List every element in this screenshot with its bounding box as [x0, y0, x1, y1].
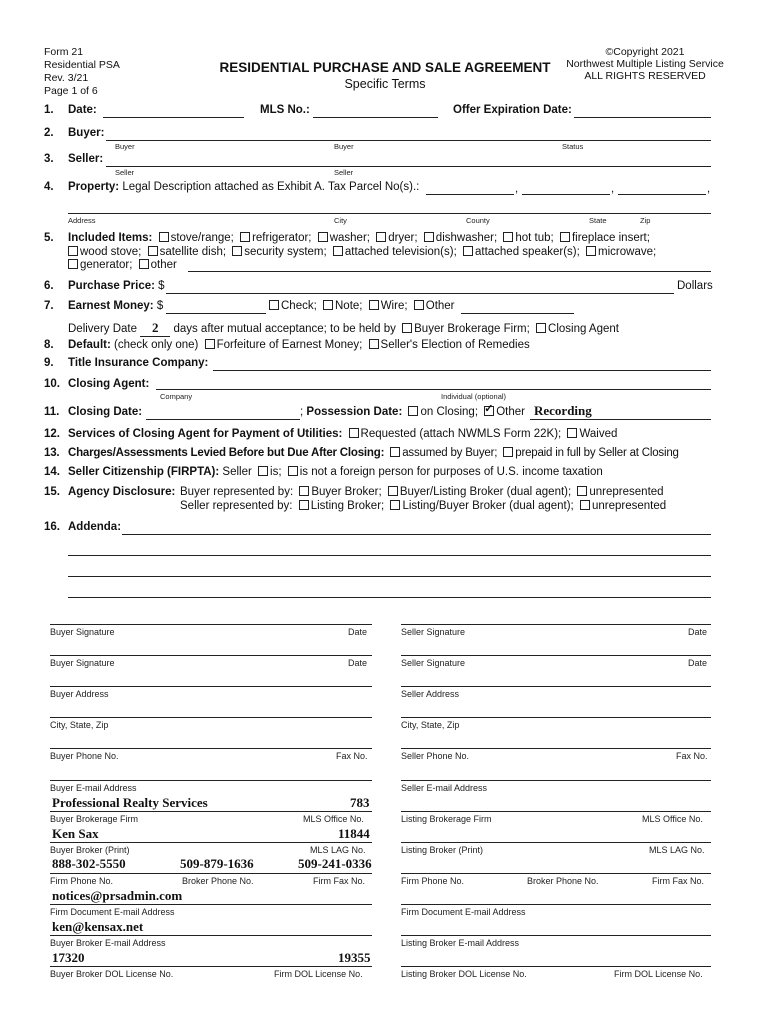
utilities-requested-checkbox[interactable] [349, 428, 359, 438]
firm-fax-value: 509-241-0336 [298, 856, 372, 871]
item-number: 14. [44, 466, 60, 478]
remedies-checkbox[interactable] [369, 339, 379, 349]
option-label: Buyer Brokerage Firm; [414, 323, 530, 335]
date-label: Date: [68, 104, 97, 116]
closing-agent-checkbox[interactable] [536, 323, 546, 333]
property-address-field[interactable] [68, 213, 711, 214]
buyer-signature-label: Buyer Signature [50, 627, 115, 637]
currency-symbol: $ [158, 280, 165, 292]
buyer-broker-label: Buyer Broker (Print) [50, 845, 130, 855]
included-items-label: Included Items: [68, 232, 153, 244]
option-label: Note; [335, 300, 363, 312]
seller-email-line[interactable] [401, 780, 711, 781]
comma: , [707, 183, 711, 195]
item-addenda-row [44, 521, 121, 533]
option-label: Other [425, 300, 455, 312]
buyer-broker-line[interactable] [50, 842, 372, 843]
item-charges-row [44, 447, 679, 459]
option-label: attached speaker(s); [474, 246, 580, 258]
seller-phone-line[interactable] [401, 748, 711, 749]
possession-options: ; Possession Date: on Closing; ✓ Other [300, 406, 525, 418]
buyer-signature-line[interactable] [50, 624, 372, 625]
firm-phone-label: Firm Phone No. [50, 876, 114, 886]
buyer-field[interactable] [106, 140, 711, 141]
microwave-checkbox[interactable] [586, 246, 596, 256]
option-label: Forfeiture of Earnest Money; [216, 339, 363, 351]
item-utilities-row [44, 428, 617, 440]
addenda-line[interactable] [68, 597, 711, 598]
option-label: Seller's Election of Remedies [380, 339, 530, 351]
item-date-row [44, 104, 97, 116]
date-label: Date [688, 627, 708, 637]
option-label: washer; [329, 232, 370, 244]
wire-checkbox[interactable] [369, 300, 379, 310]
buyer-firm-line[interactable] [50, 811, 372, 812]
seller-label: Seller: [68, 153, 104, 165]
wood-stove-checkbox[interactable] [68, 246, 78, 256]
note-checkbox[interactable] [323, 300, 333, 310]
form-revision: Rev. 3/21 [44, 72, 89, 84]
buyer-broker-value: Ken Sax [52, 826, 99, 841]
option-label: attached television(s); [344, 246, 457, 258]
page-number: Page 1 of 6 [44, 85, 98, 97]
buyer-firm-email-line[interactable] [50, 904, 372, 905]
item-number: 7. [44, 300, 54, 312]
offer-expiration-label: Offer Expiration Date: [453, 104, 572, 116]
forfeiture-checkbox[interactable] [205, 339, 215, 349]
assumed-by-buyer-checkbox[interactable] [390, 447, 400, 457]
seller-caption: Seller [115, 168, 135, 177]
form-id-block [44, 46, 120, 98]
charges-label: Charges/Assessments Levied Before but Due After Closing: [68, 447, 385, 459]
addenda-line[interactable] [68, 576, 711, 577]
listing-firm-email-line[interactable] [401, 904, 711, 905]
tax-parcel-field-2[interactable] [522, 194, 610, 195]
option-label: Requested (attach NWMLS Form 22K); [360, 428, 562, 440]
mls-office-label: MLS Office No. [642, 814, 703, 824]
mls-office-label: MLS Office No. [303, 814, 364, 824]
date-label: Date [348, 627, 368, 637]
buyer-dual-agent-checkbox[interactable] [388, 486, 398, 496]
listing-firm-line[interactable] [401, 811, 711, 812]
option-label: Other [496, 406, 525, 418]
date-label: Date [688, 658, 708, 668]
option-label: assumed by Buyer; [402, 447, 498, 459]
mls-lag-label: MLS LAG No. [310, 845, 366, 855]
firm-doc-email-label: Firm Document E-mail Address [50, 907, 175, 917]
hot-tub-checkbox[interactable] [503, 232, 513, 242]
option-label: Closing Agent [548, 323, 619, 335]
item-number: 8. [44, 339, 54, 351]
seller-signature-line[interactable] [401, 624, 711, 625]
item-number: 12. [44, 428, 60, 440]
buyer-broker-email-label: Buyer Broker E-mail Address [50, 938, 166, 948]
firm-email-value: notices@prsadmin.com [52, 888, 183, 903]
listing-broker-line[interactable] [401, 842, 711, 843]
buyer-address-line[interactable] [50, 686, 372, 687]
item-property-row [44, 181, 419, 193]
buyer-caption: Buyer [334, 142, 354, 151]
city-state-zip-label: City, State, Zip [50, 720, 109, 730]
buyer-dol-line[interactable] [50, 966, 372, 967]
refrigerator-checkbox[interactable] [240, 232, 250, 242]
other-method-field[interactable] [461, 313, 574, 314]
item-number: 6. [44, 280, 54, 292]
listing-broker-email-label: Listing Broker E-mail Address [401, 938, 520, 948]
seller-signature-line-2[interactable] [401, 655, 711, 656]
option-label: Check; [281, 300, 317, 312]
option-label: dryer; [388, 232, 418, 244]
closing-date-field[interactable] [146, 419, 300, 420]
item-number: 5. [44, 232, 54, 244]
seller-representation-row [180, 500, 666, 512]
stove-checkbox[interactable] [159, 232, 169, 242]
other-possession-value: Recording [534, 403, 592, 418]
closing-agent-label: Closing Agent: [68, 378, 150, 390]
county-caption: County [466, 216, 490, 225]
option-label: dishwasher; [435, 232, 498, 244]
option-label: Listing/Buyer Broker (dual agent); [402, 500, 574, 512]
default-text: (check only one) [114, 339, 199, 351]
option-label: fireplace insert; [571, 232, 650, 244]
buyer-email-label: Buyer E-mail Address [50, 783, 137, 793]
broker-email-value: ken@kensax.net [52, 919, 144, 934]
fax-label: Fax No. [336, 751, 368, 761]
is-not-foreign-checkbox[interactable] [288, 466, 298, 476]
form-title: RESIDENTIAL PURCHASE AND SALE AGREEMENT [219, 60, 551, 75]
item-number: 15. [44, 486, 60, 498]
addenda-line[interactable] [68, 555, 711, 556]
satellite-dish-checkbox[interactable] [148, 246, 158, 256]
mls-office-value: 783 [350, 795, 370, 810]
comma: , [515, 183, 519, 195]
mls-number-field[interactable] [313, 117, 438, 118]
seller-signature-label: Seller Signature [401, 627, 466, 637]
state-caption: State [589, 216, 607, 225]
company-caption: Company [160, 392, 193, 401]
buyer-phone-label: Buyer Phone No. [50, 751, 119, 761]
individual-caption: Individual (optional) [441, 392, 507, 401]
is-foreign-checkbox[interactable] [258, 466, 268, 476]
option-label: refrigerator; [252, 232, 312, 244]
dishwasher-checkbox[interactable] [424, 232, 434, 242]
buyer-firm-label: Buyer Brokerage Firm [50, 814, 139, 824]
status-caption: Status [562, 142, 584, 151]
item-closing-agent-row [44, 378, 149, 390]
other-checkbox[interactable] [139, 259, 149, 269]
closing-agent-field[interactable] [156, 389, 711, 390]
copyright-block [560, 46, 730, 82]
earnest-money-options [266, 300, 455, 312]
item-number: 10. [44, 378, 60, 390]
option-label: is; [270, 466, 282, 478]
item-number: 16. [44, 521, 60, 533]
buyer-email-line[interactable] [50, 780, 372, 781]
city-state-zip-label: City, State, Zip [401, 720, 460, 730]
form-subtitle: Specific Terms [344, 77, 426, 91]
buyer-unrepresented-checkbox[interactable] [577, 486, 587, 496]
option-label: microwave; [598, 246, 657, 258]
other-method-checkbox[interactable] [414, 300, 424, 310]
delivery-date-label: Delivery Date [68, 323, 138, 335]
option-label: wood stove; [80, 246, 142, 258]
property-label: Property: [68, 181, 120, 193]
date-label: Date [348, 658, 368, 668]
utilities-label: Services of Closing Agent for Payment of Utilities: [68, 428, 343, 440]
closing-date-label: Closing Date: [68, 406, 143, 418]
fireplace-insert-checkbox[interactable] [560, 232, 570, 242]
item-title-row [44, 357, 208, 369]
copyright-line: ALL RIGHTS RESERVED [584, 70, 706, 82]
option-label: other [150, 259, 177, 271]
television-checkbox[interactable] [333, 246, 343, 256]
possession-date-label: Possession Date: [306, 406, 403, 418]
dryer-checkbox[interactable] [376, 232, 386, 242]
property-text: Legal Description attached as Exhibit A. Tax Parcel No(s).: [122, 181, 420, 193]
option-label: unrepresented [591, 500, 667, 512]
item-included-row-3 [65, 259, 177, 271]
mls-lag-label: MLS LAG No. [649, 845, 705, 855]
firm-fax-label: Firm Fax No. [652, 876, 705, 886]
address-caption: Address [68, 216, 96, 225]
on-closing-checkbox[interactable] [408, 406, 418, 416]
buyer-label: Buyer: [68, 127, 105, 139]
item-earnest-row [44, 300, 163, 312]
firm-phone-label: Firm Phone No. [401, 876, 465, 886]
fax-label: Fax No. [676, 751, 708, 761]
listing-dol-line[interactable] [401, 966, 711, 967]
date-field[interactable] [103, 117, 244, 118]
listing-broker-checkbox[interactable] [299, 500, 309, 510]
currency-symbol: $ [156, 300, 164, 312]
listing-phones-line[interactable] [401, 873, 711, 874]
seller-unrepresented-checkbox[interactable] [580, 500, 590, 510]
purchase-price-field[interactable] [166, 293, 674, 294]
seller-email-label: Seller E-mail Address [401, 783, 488, 793]
title-insurance-label: Title Insurance Company: [68, 357, 209, 369]
firm-dol-label: Firm DOL License No. [274, 969, 363, 979]
seller-represented-label: Seller represented by: [180, 500, 293, 512]
firm-phone-value: 888-302-5550 [52, 856, 126, 871]
item-default-row [44, 339, 530, 351]
option-label: security system; [244, 246, 327, 258]
listing-broker-label: Listing Broker (Print) [401, 845, 484, 855]
seller-field[interactable] [106, 166, 711, 167]
item-number: 9. [44, 357, 54, 369]
delivery-text: days after mutual acceptance; to be held by [173, 323, 396, 335]
seller-signature-label: Seller Signature [401, 658, 466, 668]
item-agency-row [44, 486, 175, 498]
addenda-label: Addenda: [68, 521, 122, 533]
item-number: 4. [44, 181, 54, 193]
mls-lag-value: 11844 [338, 826, 370, 841]
speaker-checkbox[interactable] [463, 246, 473, 256]
item-price-row [44, 280, 165, 292]
broker-phone-value: 509-879-1636 [180, 856, 254, 871]
copyright-line: ©Copyright 2021 [605, 46, 685, 58]
broker-phone-label: Broker Phone No. [182, 876, 254, 886]
item-firpta-row [44, 466, 603, 478]
broker-phone-label: Broker Phone No. [527, 876, 599, 886]
option-label: hot tub; [515, 232, 554, 244]
item-seller-row [44, 153, 103, 165]
item-included-row-1 [44, 232, 650, 244]
option-label: stove/range; [170, 232, 234, 244]
zip-caption: Zip [640, 216, 651, 225]
broker-dol-value: 17320 [52, 950, 85, 965]
buyer-caption: Buyer [115, 142, 135, 151]
listing-broker-dol-label: Listing Broker DOL License No. [401, 969, 527, 979]
option-label: unrepresented [589, 486, 664, 498]
utilities-waived-checkbox[interactable] [567, 428, 577, 438]
tax-parcel-field-3[interactable] [618, 194, 706, 195]
item-number: 2. [44, 127, 54, 139]
other-possession-field[interactable] [530, 419, 711, 420]
check-checkbox[interactable] [269, 300, 279, 310]
copyright-line: Northwest Multiple Listing Service [566, 58, 724, 70]
option-label: Listing Broker; [310, 500, 385, 512]
tax-parcel-field-1[interactable] [426, 194, 514, 195]
option-label: is not a foreign person for purposes of U.S. income taxation [299, 466, 603, 478]
option-label: prepaid in full by Seller at Closing [515, 447, 679, 459]
seller-dual-agent-checkbox[interactable] [390, 500, 400, 510]
item-number: 11. [44, 406, 60, 418]
option-label: Buyer/Listing Broker (dual agent); [399, 486, 572, 498]
earnest-money-label: Earnest Money: [68, 300, 154, 312]
delivery-days-field[interactable]: 2 [140, 320, 170, 337]
item-closing-date-row [44, 406, 142, 418]
buyer-broker-email-line[interactable] [50, 935, 372, 936]
dollars-label: Dollars [677, 280, 713, 292]
item-number: 13. [44, 447, 60, 459]
option-label: Wire; [380, 300, 408, 312]
prepaid-by-seller-checkbox[interactable] [503, 447, 513, 457]
default-label: Default: [68, 339, 111, 351]
option-label: Waived [579, 428, 618, 440]
firm-dol-label: Firm DOL License No. [614, 969, 703, 979]
buyer-broker-dol-label: Buyer Broker DOL License No. [50, 969, 174, 979]
seller-city-line[interactable] [401, 717, 711, 718]
item-included-row-2 [65, 246, 656, 258]
seller-address-line[interactable] [401, 686, 711, 687]
listing-broker-email-line[interactable] [401, 935, 711, 936]
buyer-firm-value: Professional Realty Services [52, 795, 208, 810]
city-caption: City [334, 216, 347, 225]
option-label: generator; [80, 259, 133, 271]
item-number: 3. [44, 153, 54, 165]
offer-expiration-field[interactable] [574, 117, 711, 118]
buyer-representation-row [180, 486, 664, 498]
buyer-signature-label: Buyer Signature [50, 658, 115, 668]
washer-checkbox[interactable] [318, 232, 328, 242]
delivery-row [68, 320, 619, 337]
other-possession-checkbox[interactable] [484, 406, 494, 416]
comma: , [611, 183, 615, 195]
mls-label: MLS No.: [260, 104, 310, 116]
generator-checkbox[interactable] [68, 259, 78, 269]
option-label: Buyer Broker; [311, 486, 382, 498]
buyer-address-label: Buyer Address [50, 689, 109, 699]
buyer-broker-checkbox[interactable] [299, 486, 309, 496]
seller-phone-label: Seller Phone No. [401, 751, 470, 761]
item-number: 1. [44, 104, 54, 116]
form-number: Form 21 [44, 46, 84, 58]
buyer-brokerage-checkbox[interactable] [402, 323, 412, 333]
buyer-phone-line[interactable] [50, 748, 372, 749]
listing-firm-label: Listing Brokerage Firm [401, 814, 492, 824]
buyer-represented-label: Buyer represented by: [180, 486, 294, 498]
agency-label: Agency Disclosure: [68, 486, 176, 498]
item-buyer-row [44, 127, 104, 139]
purchase-price-label: Purchase Price: [68, 280, 155, 292]
earnest-money-field[interactable] [166, 313, 266, 314]
firpta-text: Seller [222, 466, 252, 478]
buyer-city-line[interactable] [50, 717, 372, 718]
buyer-phones-line[interactable] [50, 873, 372, 874]
buyer-signature-line-2[interactable] [50, 655, 372, 656]
firm-dol-value: 19355 [338, 950, 371, 965]
form-title-block [180, 60, 590, 91]
form-name: Residential PSA [44, 59, 120, 71]
seller-address-label: Seller Address [401, 689, 460, 699]
option-label: on Closing; [420, 406, 479, 418]
security-system-checkbox[interactable] [232, 246, 242, 256]
title-insurance-field[interactable] [213, 370, 711, 371]
firpta-label: Seller Citizenship (FIRPTA): [68, 466, 220, 478]
firm-fax-label: Firm Fax No. [313, 876, 366, 886]
firm-doc-email-label: Firm Document E-mail Address [401, 907, 526, 917]
addenda-field[interactable] [122, 534, 711, 535]
option-label: satellite dish; [159, 246, 227, 258]
seller-caption: Seller [334, 168, 354, 177]
other-items-field[interactable] [188, 271, 711, 272]
